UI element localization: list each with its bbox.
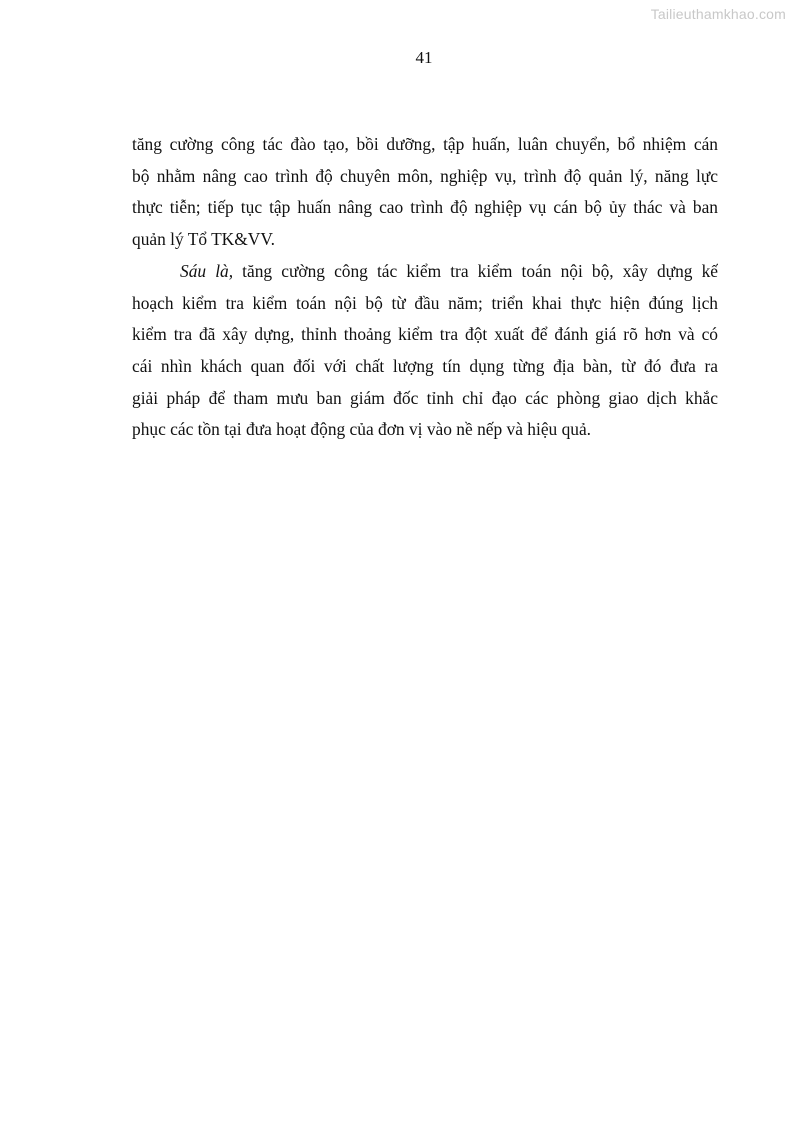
text-line: tăng cường công tác đào tạo, bồi dưỡng, tập huấn, luân chuyển, bổ nhiệm cán <box>132 134 718 154</box>
text-run: tăng cường công tác kiểm tra kiểm toán nội bộ, xây dựng kế <box>233 260 718 281</box>
text-line: bộ nhằm nâng cao trình độ chuyên môn, nghiệp vụ, trình độ quản lý, năng lực <box>132 165 718 186</box>
page-number: 41 <box>415 48 433 67</box>
watermark: Tailieuthamkhao.com <box>650 6 786 22</box>
text-line: kiểm tra đã xây dựng, thỉnh thoảng kiểm tra đột xuất để đánh giá rõ hơn và có <box>132 324 718 345</box>
paragraph-2 <box>132 256 718 446</box>
text-line: cái nhìn khách quan đối với chất lượng tín dụng từng địa bàn, từ đó đưa ra <box>132 355 718 376</box>
paragraph-1 <box>132 129 718 256</box>
text-line: giải pháp để tham mưu ban giám đốc tỉnh chỉ đạo các phòng giao dịch khắc <box>132 387 718 408</box>
text-line: quản lý Tổ TK&VV. <box>132 229 275 250</box>
text-line: thực tiễn; tiếp tục tập huấn nâng cao trình độ nghiệp vụ cán bộ ủy thác và ban <box>132 197 718 218</box>
paragraph-lead: Sáu là, <box>180 260 234 281</box>
text-line: hoạch kiểm tra kiểm toán nội bộ từ đầu năm; triển khai thực hiện đúng lịch <box>132 292 718 313</box>
text-line: phục các tồn tại đưa hoạt động của đơn vị vào nề nếp và hiệu quả. <box>132 419 592 440</box>
body-text <box>132 129 718 446</box>
text-line <box>132 256 718 288</box>
